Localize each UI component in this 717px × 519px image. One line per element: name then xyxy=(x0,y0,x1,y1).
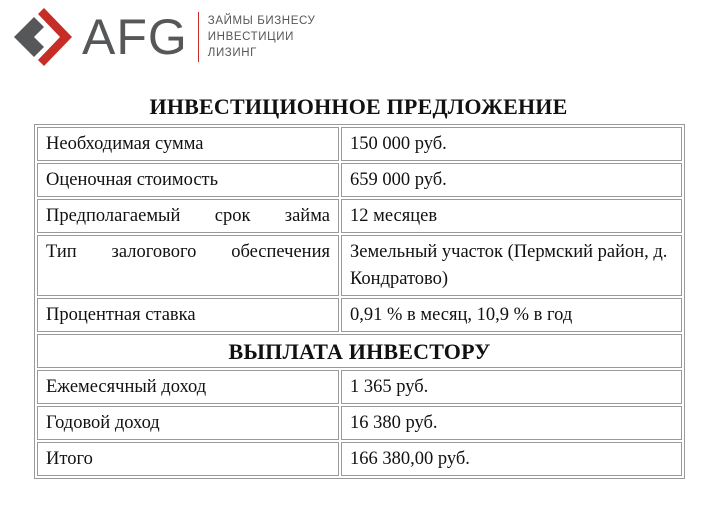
row-value-required-amount: 150 000 руб. xyxy=(341,127,682,161)
row-label-collateral-type: Тип залогового обеспечения xyxy=(37,235,339,296)
table-row xyxy=(37,163,682,197)
offer-table xyxy=(34,124,685,479)
row-label-required-amount: Необходимая сумма xyxy=(37,127,339,161)
tagline-line-2: ИНВЕСТИЦИИ xyxy=(207,31,294,43)
row-label-loan-term: Предполагаемый срок займа xyxy=(37,199,339,233)
table-row xyxy=(37,235,682,296)
row-value-annual-income: 16 380 руб. xyxy=(341,406,682,440)
logo-divider xyxy=(198,12,199,62)
table-row xyxy=(37,406,682,440)
row-value-interest-rate: 0,91 % в месяц, 10,9 % в год xyxy=(341,298,682,332)
row-value-total: 166 380,00 руб. xyxy=(341,442,682,476)
row-label-appraised-value: Оценочная стоимость xyxy=(37,163,339,197)
row-label-interest-rate: Процентная ставка xyxy=(37,298,339,332)
row-label-annual-income: Годовой доход xyxy=(37,406,339,440)
row-value-appraised-value: 659 000 руб. xyxy=(341,163,682,197)
tagline-line-3: ЛИЗИНГ xyxy=(207,47,257,59)
table-row xyxy=(37,199,682,233)
tagline-line-1: ЗАЙМЫ БИЗНЕСУ xyxy=(207,15,316,27)
table-row xyxy=(37,370,682,404)
table-row xyxy=(37,334,682,368)
table-row xyxy=(37,442,682,476)
page-title: ИНВЕСТИЦИОННОЕ ПРЕДЛОЖЕНИЕ xyxy=(149,94,568,119)
logo-tagline xyxy=(208,13,316,61)
section-heading-investor-payout: ВЫПЛАТА ИНВЕСТОРУ xyxy=(37,334,682,368)
afg-logo-icon xyxy=(14,8,72,66)
company-logo xyxy=(14,8,315,66)
logo-brand: AFG xyxy=(82,9,188,65)
row-value-monthly-income: 1 365 руб. xyxy=(341,370,682,404)
row-value-collateral-type: Земельный участок (Пермский район, д. Кондратово) xyxy=(341,235,682,296)
table-row xyxy=(37,127,682,161)
table-row xyxy=(37,298,682,332)
row-value-loan-term: 12 месяцев xyxy=(341,199,682,233)
row-label-monthly-income: Ежемесячный доход xyxy=(37,370,339,404)
row-label-total: Итого xyxy=(37,442,339,476)
